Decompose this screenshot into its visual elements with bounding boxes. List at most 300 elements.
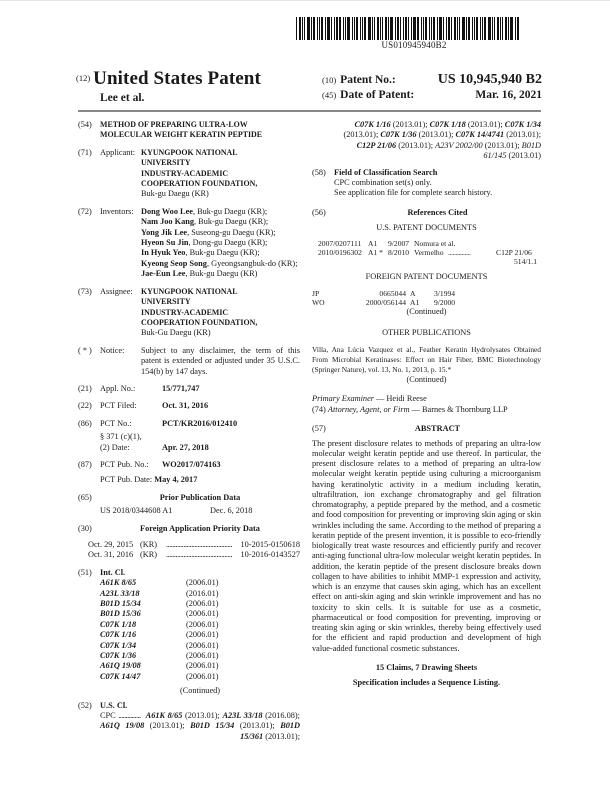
patent-number-label: Patent No.: <box>340 74 396 86</box>
class-version: (2013.01); <box>396 140 436 150</box>
cpc-label: CPC <box>100 710 116 720</box>
assignee-field <box>78 287 300 339</box>
inventor-item <box>141 228 300 238</box>
barcode-bar <box>403 17 404 40</box>
barcode-bar <box>515 17 516 40</box>
applicant-name-line: KYUNGPOOK NATIONAL <box>141 147 238 157</box>
barcode-bar <box>480 17 481 40</box>
ref-class: C12P 21/06 <box>496 247 532 257</box>
barcode-bar <box>459 17 460 40</box>
assignee-value <box>141 287 300 339</box>
ref-kind: A1 * <box>368 247 383 257</box>
prior-pub-body <box>100 493 300 517</box>
barcode-bar <box>443 17 444 40</box>
appl-no-value: 15/771,747 <box>162 383 200 393</box>
inid-code: (21) <box>78 383 92 393</box>
inventor-name: Hyeon Su Jin <box>141 238 189 248</box>
foreign-priority-field <box>78 524 300 561</box>
int-cl-row <box>100 578 300 588</box>
field-search-heading: Field of Classification Search <box>334 167 438 177</box>
barcode-bar <box>437 17 438 40</box>
barcode-bar <box>484 17 486 40</box>
inventor-location: , Buk-gu Daegu (KR); <box>185 248 260 258</box>
inventor-name: Yong Jik Lee <box>141 227 188 237</box>
barcode-bar <box>336 17 338 40</box>
leader-dots: ............... <box>448 247 471 257</box>
int-cl-heading: Int. Cl. <box>100 567 126 577</box>
pct-pub-label: PCT Pub. No.: <box>100 459 149 469</box>
barcode-bar <box>382 17 383 40</box>
inventor-location: , Suseong-gu Daegu (KR); <box>187 227 276 237</box>
barcode-bar <box>304 17 305 40</box>
inventor-name: Kyeong Seop Song <box>141 258 207 268</box>
class-code: C07K 1/18 <box>429 120 466 129</box>
priority-number: 10-2015-0150618 <box>240 540 300 549</box>
field-search-line: See application file for complete search history. <box>334 188 493 198</box>
abstract-heading-row <box>312 424 541 434</box>
inid-code: (52) <box>78 700 92 710</box>
priority-number: 10-2016-0143527 <box>240 550 300 560</box>
barcode-bar <box>482 17 483 40</box>
priority-country: (KR) <box>140 540 158 549</box>
int-cl-row <box>100 620 300 630</box>
class-version: (2013.01); <box>263 731 300 741</box>
patent-date-label: Date of Patent: <box>340 89 415 101</box>
applicant-name-line: INDUSTRY-ACADEMIC <box>141 168 229 178</box>
examiner-name: — Heidi Reese <box>373 394 427 404</box>
prior-pub-date: Dec. 6, 2018 <box>210 506 253 516</box>
ref-date: 9/2007 <box>388 238 410 248</box>
us-cl-heading: U.S. Cl. <box>100 700 128 710</box>
inid-code: (71) <box>78 147 92 157</box>
barcode-bar <box>347 17 350 40</box>
ref-doc-number: 2010/0196302 <box>318 247 362 257</box>
class-code: C07K 1/18 <box>100 619 137 629</box>
barcode-bar <box>505 17 507 40</box>
inventor-item <box>141 259 298 268</box>
barcode-bar <box>494 17 495 40</box>
inid-code: (65) <box>78 492 92 502</box>
barcode-bar <box>360 17 361 40</box>
patent-date-row <box>322 89 542 106</box>
class-version: (2016.08); <box>262 710 300 720</box>
inventor-location: , Gyeongsangbuk-do (KR); <box>206 258 298 268</box>
us-ref-row <box>312 248 541 257</box>
inid-code: (58) <box>312 167 326 177</box>
priority-row <box>88 550 300 560</box>
barcode-bar <box>451 17 452 40</box>
class-code: C07K 14/47 <box>100 671 141 681</box>
int-cl-row <box>100 589 300 599</box>
inid-code: (56) <box>312 207 326 217</box>
inid-code: (30) <box>78 523 92 533</box>
class-code: C07K 1/16 <box>354 120 391 129</box>
barcode-bar <box>423 17 424 40</box>
inid-code: (57) <box>312 424 326 434</box>
s371-date-value: Apr. 27, 2018 <box>162 442 209 452</box>
foreign-ref-row <box>312 298 541 307</box>
int-cl-row <box>100 599 300 609</box>
barcode-bar <box>474 17 475 40</box>
class-code: C07K 1/36 <box>100 650 137 660</box>
notice-field <box>78 346 300 377</box>
prior-pub-doc: US 2018/0344608 A1 <box>100 506 173 516</box>
other-publication-citation: Villa, Ana Lúcia Vazquez et al., Feather Keratin Hydrolysates Obtained From Microbial Keratinases: Effect on Hair Fiber, BMC Biotechnology (Springer Nature), vol. 13, No. 1, 2013, p. 15.* <box>312 344 541 374</box>
prior-pub-field <box>78 493 300 517</box>
foreign-patent-docs-heading: FOREIGN PATENT DOCUMENTS <box>365 272 488 282</box>
ref-date: 8/2010 <box>388 247 410 257</box>
barcode-bar <box>510 17 513 40</box>
field-search <box>312 168 541 199</box>
attorney-label: Attorney, Agent, or Firm <box>327 404 410 414</box>
barcode-bar <box>307 17 310 40</box>
barcode-bar <box>397 17 399 40</box>
barcode-bar <box>476 17 478 40</box>
inid-code: (22) <box>78 401 92 411</box>
barcode-bar <box>400 17 401 40</box>
ref-name: Vermelho <box>414 247 444 257</box>
references-heading: References Cited <box>407 207 468 217</box>
class-code: C07K 1/34 <box>100 640 137 650</box>
applicant-field <box>78 148 300 200</box>
int-cl-row <box>100 641 300 651</box>
class-version: (2006.01) <box>186 671 219 681</box>
inventors-list <box>141 207 300 280</box>
barcode-bar <box>354 17 355 40</box>
attorney-name: — Barnes & Thornburg LLP <box>409 404 508 414</box>
barcode-bar <box>408 17 409 40</box>
assignee-name-line: UNIVERSITY <box>141 297 191 307</box>
barcode-bar <box>321 17 323 40</box>
assignee-name-line: COOPERATION FOUNDATION, <box>141 317 258 327</box>
inventor-name: In Hyuk Yeo <box>141 248 186 258</box>
notice-text: Subject to any disclaimer, the term of this patent is extended or adjusted under 35 U.S.C. 154(b) by 147 days. <box>141 345 300 376</box>
barcode-bar <box>352 17 353 40</box>
cpc-classes <box>100 711 300 742</box>
class-code: A23V 2002/00 <box>435 140 483 150</box>
barcode-bar <box>299 17 301 40</box>
references-cited <box>312 208 541 385</box>
barcode-bar <box>425 17 427 40</box>
patent-number-value: US 10,945,940 B2 <box>437 72 542 87</box>
inventor-name: Dong Woo Lee <box>141 206 193 216</box>
header-divider <box>78 110 541 112</box>
int-cl-row <box>100 651 300 661</box>
class-code: A23L 33/18 <box>222 710 263 720</box>
barcode-bar <box>296 17 297 40</box>
prior-pub-heading: Prior Publication Data <box>159 492 241 502</box>
barcode-bar <box>446 17 447 40</box>
s371-label: § 371 (c)(1), <box>100 432 142 442</box>
pct-filed-field <box>78 401 300 411</box>
appl-no-label: Appl. No.: <box>100 383 136 393</box>
priority-country: (KR) <box>140 550 158 560</box>
title-field <box>78 120 300 141</box>
barcode-bar <box>311 17 312 40</box>
class-code: B01D 15/34 <box>100 599 141 608</box>
barcode-bar <box>343 17 344 40</box>
ref-name: Nomura et al. <box>414 238 456 248</box>
class-version: (2013.01); <box>234 721 281 731</box>
foreign-priority-heading: Foreign Application Priority Data <box>140 523 260 533</box>
class-code: C07K 1/34 <box>504 120 541 129</box>
class-code: A61Q 19/08 <box>100 661 141 671</box>
barcode-bar <box>339 17 341 40</box>
inid-code: (12) <box>76 73 91 83</box>
int-cl-row <box>100 661 300 671</box>
class-version: (2013.01); <box>504 130 541 140</box>
int-cl-row <box>100 609 300 619</box>
priority-date: Oct. 29, 2015 <box>88 540 134 549</box>
class-code: C07K 14/4741 <box>455 130 505 140</box>
us-ref-row <box>312 239 541 248</box>
class-code: B01D 61/145 <box>483 140 541 161</box>
assignee-name-line: INDUSTRY-ACADEMIC <box>141 307 229 317</box>
pct-no-label: PCT No.: <box>100 418 132 428</box>
class-code: C07K 1/16 <box>100 630 137 640</box>
class-version: (2013.01); <box>416 130 456 140</box>
foreign-ref-row <box>312 289 541 298</box>
barcode-bar <box>380 17 381 40</box>
barcode-bar <box>468 17 470 40</box>
inid-code: ( * ) <box>78 345 92 355</box>
other-publications-heading: OTHER PUBLICATIONS <box>382 328 471 338</box>
barcode-bar <box>334 17 335 40</box>
inid-code: (45) <box>322 90 337 100</box>
class-version: (2006.01) <box>186 609 219 619</box>
inid-code: (10) <box>322 75 337 85</box>
inventors-label: Inventors: <box>100 206 134 216</box>
int-cl-field <box>78 568 300 697</box>
pct-pub-value: WO2017/074163 <box>162 459 221 469</box>
inid-code: (73) <box>78 286 92 296</box>
barcode-bar <box>362 17 363 40</box>
barcode-bar <box>517 17 519 40</box>
examiner-label: Primary Examiner <box>312 394 374 404</box>
us-cl-body <box>100 701 300 743</box>
int-cl-row <box>100 672 300 682</box>
inventor-short-name: Lee et al. <box>100 92 145 104</box>
barcode-bar <box>313 17 315 40</box>
inventor-item <box>141 207 300 217</box>
assignee-label: Assignee: <box>100 286 133 296</box>
inid-code: (72) <box>78 206 92 216</box>
pct-no-value: PCT/KR2016/012410 <box>162 418 238 428</box>
barcode-bar <box>411 17 412 40</box>
patent-number-block <box>322 72 542 106</box>
barcode-bar <box>377 17 379 40</box>
other-publications-continued: (Continued) <box>406 374 447 384</box>
inventor-location: , Buk-gu Daegu (KR); <box>192 206 268 216</box>
pct-pub-field <box>78 460 300 486</box>
inid-code: (51) <box>78 567 92 577</box>
pct-pub-body <box>100 460 300 486</box>
barcode-bar <box>356 17 358 40</box>
invention-title: METHOD OF PREPARING ULTRA-LOW MOLECULAR WEIGHT KERATIN PEPTIDE <box>100 120 263 140</box>
ref-country: JP <box>312 288 320 298</box>
inventor-name: Nam Joo Kang <box>141 217 195 227</box>
leader-dots: ............... <box>118 710 141 720</box>
pct-no-field <box>78 419 300 453</box>
inid-code: (87) <box>78 459 92 469</box>
class-version: (2016.01) <box>186 588 219 598</box>
primary-examiner <box>312 394 541 404</box>
class-code: B01D 15/34 <box>190 721 235 731</box>
patent-type-heading <box>76 68 261 90</box>
barcode-bar <box>439 17 442 40</box>
barcode-bar <box>500 17 501 40</box>
inventors-field <box>78 207 300 280</box>
barcode-number: US010945940B2 <box>381 40 447 50</box>
pct-filed-value: Oct. 31, 2016 <box>162 401 209 411</box>
cpc-continued-classes <box>312 120 541 162</box>
class-version: (2013.01); <box>390 120 430 129</box>
barcode-bar <box>454 17 456 40</box>
assignee-location: Buk-Gu Daegu (KR) <box>141 328 211 338</box>
barcode-bar <box>372 17 373 40</box>
us-cl-field <box>78 701 300 743</box>
foreign-priority-body <box>88 523 300 561</box>
inid-code: (54) <box>78 120 92 129</box>
class-code: C07K 1/36 <box>380 130 417 140</box>
notice-label: Notice: <box>100 345 125 355</box>
barcode-bar <box>502 17 503 40</box>
pct-pub-date-label: PCT Pub. Date: <box>100 475 153 485</box>
ref-date: 9/2000 <box>434 297 456 307</box>
ref-doc-number: 2000/056144 <box>365 297 406 307</box>
ref-date: 3/1994 <box>434 288 456 298</box>
inid-code: (74) <box>312 404 326 414</box>
abstract-text: The present disclosure relates to methods of preparing an ultra-low molecular weight keratin peptide and use thereof. In particular, the present disclosure relates to a method of preparing an ultra-low molecular weight keratin peptide using culturing a microorganism having keratinolytic activity in a medium including keratin, ultrafiltration, ion exchange chromatography and gel filtration chromatography, a peptide prepared by the method, and a cosmetic and food composition for preventing or improving skin aging or skin wrinkles including the same. According to the method of preparing a keratin peptide of the present invention, it is possible to eco-friendly biologically treat waste resources and efficiently purify and recover anti-aging functional ultra-low molecular weight keratin peptides. In addition, the keratin peptide of the present disclosure breaks down collagen to have abilities to inhibit MMP-1 expression and activity, which is an enzyme that causes skin aging, which has an excellent effect on anti-skin aging and skin wrinkle improvement and has no toxicity to skin cells. It is suitable for use as a cosmetic, pharmaceutical or food composition for preventing, improving or treating skin aging or skin wrinkles, thereby being effectively used for the efficient and rapid production and development of high value-added functional cosmetic substances. <box>312 438 541 653</box>
left-column <box>78 120 300 749</box>
inventor-item <box>141 217 300 227</box>
foreign-refs-continued: (Continued) <box>406 307 447 317</box>
int-cl-body <box>100 568 300 697</box>
attorney-field <box>312 405 541 415</box>
inid-code: (86) <box>78 418 92 428</box>
barcode-bar <box>429 17 430 40</box>
class-version: (2013.01); <box>343 130 381 140</box>
class-code: A61K 8/65 <box>100 578 137 588</box>
patent-number-row <box>322 72 542 89</box>
barcode-bar <box>345 17 346 40</box>
s371-date-label: (2) Date: <box>100 442 130 452</box>
barcode-bar <box>327 17 330 40</box>
barcode-bar <box>488 17 491 40</box>
pct-filed-label: PCT Filed: <box>100 401 137 411</box>
barcode-bar <box>385 17 387 40</box>
pct-no-body <box>100 419 300 453</box>
inventor-location: , Buk-gu Daegu (KR); <box>194 217 269 227</box>
barcode-bar <box>413 17 416 40</box>
barcode-bar <box>417 17 419 40</box>
page-top-edge <box>0 0 610 1</box>
barcode-bar <box>405 17 407 40</box>
barcode-bar <box>492 17 493 40</box>
ref-country: WO <box>312 297 325 307</box>
barcode-bar <box>472 17 473 40</box>
class-version: (2006.01) <box>186 599 219 608</box>
int-cl-row <box>100 630 300 640</box>
applicant-name-line: COOPERATION FOUNDATION, <box>141 179 258 189</box>
sequence-listing-note: Specification includes a Sequence Listing. <box>352 678 501 688</box>
class-version: (2006.01) <box>186 619 219 629</box>
barcode-bar <box>466 17 467 40</box>
class-version: (2013.01) <box>506 151 541 161</box>
us-patent-docs-heading: U.S. PATENT DOCUMENTS <box>376 223 477 233</box>
barcode-bar <box>497 17 499 40</box>
pct-pub-date-value: May 4, 2017 <box>154 475 198 485</box>
barcode-image <box>296 17 532 40</box>
barcode-bar <box>374 17 375 40</box>
class-code: B01D 15/36 <box>100 609 141 619</box>
field-search-body <box>334 168 541 199</box>
class-version: (2006.01) <box>186 578 219 588</box>
class-version: (2006.01) <box>186 661 219 671</box>
applicant-label: Applicant: <box>100 147 136 157</box>
barcode-bar <box>388 17 389 40</box>
barcode-bar <box>421 17 422 40</box>
ref-doc-number: 2007/0207111 <box>318 238 362 248</box>
inventor-item <box>141 248 300 258</box>
class-version: (2013.01); <box>144 721 191 731</box>
class-version: (2006.01) <box>186 650 219 660</box>
patent-date-value: Mar. 16, 2021 <box>475 89 542 101</box>
barcode-bar <box>462 17 465 40</box>
int-cl-continued: (Continued) <box>179 686 221 696</box>
assignee-name-line: KYUNGPOOK NATIONAL <box>141 286 238 296</box>
inventor-location: , Buk-gu Daegu (KR) <box>185 269 258 279</box>
right-column <box>312 120 541 689</box>
barcode-bar <box>433 17 435 40</box>
appl-no-field <box>78 384 300 394</box>
barcode-bar <box>395 17 396 40</box>
class-code: A61Q 19/08 <box>100 721 145 731</box>
barcode-bar <box>317 17 318 40</box>
applicant-value <box>141 148 300 200</box>
class-code: C12P 21/06 <box>356 140 397 150</box>
priority-date: Oct. 31, 2016 <box>88 550 134 560</box>
class-version: (2013.01); <box>465 120 505 129</box>
class-code: A61K 8/65 <box>145 710 183 720</box>
barcode-bar <box>302 17 303 40</box>
class-version: (2013.01); <box>182 710 223 720</box>
field-search-line: CPC combination set(s) only. <box>334 178 432 188</box>
barcode-bar <box>457 17 458 40</box>
class-code: A23L 33/18 <box>100 588 140 598</box>
ref-class-secondary: 514/1.1 <box>514 257 537 267</box>
inventor-item <box>141 269 257 278</box>
priority-row <box>88 540 300 550</box>
class-code: B01D 15/361 <box>240 721 301 741</box>
barcode-bar <box>368 17 371 40</box>
claims-summary: 15 Claims, 7 Drawing Sheets <box>375 662 478 672</box>
leader-dots: .......................................... <box>166 550 233 560</box>
ref-kind: A1 <box>368 238 378 248</box>
inventor-location: , Dong-gu Daegu (KR); <box>188 238 268 248</box>
barcode-bar <box>508 17 509 40</box>
applicant-name-line: UNIVERSITY <box>141 158 191 168</box>
leader-dots: .......................................... <box>166 540 233 549</box>
barcode-bar <box>390 17 393 40</box>
barcode-bar <box>331 17 332 40</box>
barcode-bar <box>364 17 366 40</box>
applicant-location: Buk-gu Daegu (KR) <box>141 189 209 199</box>
patent-type-title: United States Patent <box>93 68 261 89</box>
barcode-bar <box>431 17 432 40</box>
ref-kind: A <box>410 288 416 298</box>
barcode-bar <box>319 17 320 40</box>
